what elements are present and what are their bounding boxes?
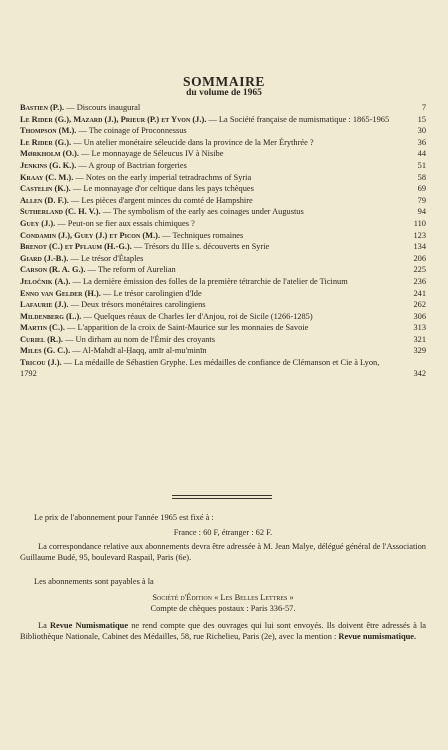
toc-article-title: — Le trésor carolingien d'Ide: [100, 288, 202, 298]
toc-page-number: 241: [413, 288, 426, 298]
payable-line: Les abonnements sont payables à la: [34, 577, 154, 586]
toc-page-number: 58: [417, 172, 426, 182]
toc-page-number: 236: [413, 276, 426, 286]
toc-page-number: 342: [413, 369, 426, 379]
toc-entry: [20, 276, 426, 287]
toc-authors: Mørkholm (O.).: [20, 149, 79, 159]
toc-article-title: — Al-Mahdī al-Ḥaqq, amīr al-mu'minīn: [70, 346, 207, 356]
toc-article-title: — Notes on the early imperial tetradrachms of Syria: [73, 172, 252, 182]
toc-entry: [20, 148, 426, 159]
toc-authors: Le Rider (G.), Mazard (J.), Prieur (P.) et Yvon (J.).: [20, 114, 207, 124]
toc-article-title: — The coinage of Proconnessus: [76, 126, 187, 136]
toc-page-number: 134: [413, 242, 426, 252]
toc-authors: Kraay (C. M.).: [20, 172, 74, 182]
toc-entry: [20, 206, 426, 217]
toc-authors: Enno van Gelder (H.).: [20, 288, 101, 298]
toc-page-number: 206: [413, 253, 426, 263]
toc-article-title: — La dernière émission des folles de la première tétrarchie de l'atelier de Ticinum: [70, 276, 348, 286]
toc-authors: Martin (C.).: [20, 323, 65, 333]
toc-page-number: 313: [413, 323, 426, 333]
toc-entry: [20, 334, 426, 345]
toc-page-number: 306: [413, 311, 426, 321]
table-of-contents: [20, 102, 426, 380]
review-mention: Revue numismatique.: [338, 632, 417, 642]
toc-article-title: — La Société française de numismatique : 1865-1965: [206, 114, 390, 124]
price-line: Le prix de l'abonnement pour l'année 1965 est fixé à :: [34, 513, 214, 522]
toc-article-title: — Le monnayage de Séleucus IV à Nisibe: [78, 149, 224, 159]
toc-entry: [20, 183, 426, 194]
toc-article-title: — Un dirham au nom de l'Émir des croyants: [62, 334, 215, 344]
toc-article-title: — Quelques réaux de Charles Ier d'Anjou, roi de Sicile (1266-1285): [81, 311, 313, 321]
toc-entry: [20, 322, 426, 333]
page-title: SOMMAIRE: [182, 74, 266, 89]
toc-authors: Castelin (K.).: [20, 184, 71, 194]
toc-article-title: — La médaille de Sébastien Gryphe. Les médailles de confiance de Clémanson et Cie à Lyon, 1792: [20, 358, 380, 379]
toc-page-number: 36: [417, 137, 426, 147]
postal-account: Compte de chèques postaux : Paris 336-57.: [150, 604, 296, 613]
society-name: Société d'Édition « Les Belles Lettres »: [152, 593, 294, 602]
toc-authors: Sutherland (C. H. V.).: [20, 207, 101, 217]
toc-page-number: 321: [413, 334, 426, 344]
toc-entry: [20, 241, 426, 252]
toc-entry: [20, 311, 426, 322]
toc-page-number: 79: [417, 195, 426, 205]
toc-article-title: — Deux trésors monétaires carolingiens: [68, 300, 206, 310]
toc-entry: [20, 114, 426, 125]
toc-authors: Jenkins (G. K.).: [20, 160, 77, 170]
toc-authors: Guey (J.).: [20, 218, 56, 228]
toc-entry: [20, 264, 426, 275]
toc-page-number: 7: [421, 103, 426, 112]
toc-page-number: 51: [417, 160, 426, 170]
toc-article-title: — Le monnayage d'or celtique dans les pays tchèques: [70, 184, 254, 194]
toc-entry: [20, 102, 426, 113]
toc-article-title: — The symbolism of the early aes coinages under Augustus: [100, 207, 304, 217]
toc-authors: Condamin (J.), Guey (J.) et Picon (M.).: [20, 230, 161, 240]
toc-page-number: 262: [413, 300, 426, 310]
toc-page-number: 15: [417, 114, 426, 124]
toc-authors: Jeločnik (A.).: [20, 276, 71, 286]
toc-entry: [20, 345, 426, 356]
toc-page-number: 110: [413, 218, 426, 228]
toc-article-title: — Un atelier monétaire séleucide dans la province de la Mer Érythrée ?: [71, 137, 314, 147]
toc-authors: Carson (R. A. G.).: [20, 265, 86, 275]
section-divider: [172, 495, 272, 499]
toc-authors: Le Rider (G.).: [20, 137, 72, 147]
toc-authors: Thompson (M.).: [20, 126, 77, 136]
toc-entry: [20, 218, 426, 229]
toc-authors: Allen (D. F.).: [20, 195, 69, 205]
toc-article-title: — A group of Bactrian forgeries: [76, 160, 187, 170]
price-values: France : 60 F, étranger : 62 F.: [173, 528, 273, 537]
toc-entry: [20, 299, 426, 310]
toc-entry: [20, 230, 426, 241]
toc-authors: Brenot (C.) et Pflaum (H.-G.).: [20, 242, 132, 252]
toc-page-number: 69: [417, 184, 426, 194]
correspondence-note: La correspondance relative aux abonnements devra être adressée à M. Jean Malye, délégué général de l'Association Guillaume Budé, 95, boulevard Raspail, Paris (6e).: [20, 542, 426, 563]
toc-article-title: — Discours inaugural: [64, 103, 141, 112]
toc-authors: Bastien (P.).: [20, 103, 65, 112]
toc-entry: [20, 137, 426, 148]
toc-authors: Curiel (R.).: [20, 334, 63, 344]
toc-authors: Tricou (J.).: [20, 358, 62, 368]
toc-entry: [20, 195, 426, 206]
toc-article-title: — Techniques romaines: [160, 230, 244, 240]
toc-article-title: — The reform of Aurelian: [85, 265, 176, 275]
toc-page-number: 94: [417, 207, 426, 217]
toc-entry: [20, 125, 426, 136]
toc-entry: [20, 288, 426, 299]
toc-authors: Miles (G. C.).: [20, 346, 71, 356]
review-name: Revue Numismatique: [49, 621, 129, 630]
toc-authors: Lafaurie (J.).: [20, 300, 69, 310]
toc-page-number: 123: [413, 230, 426, 240]
toc-page-number: 225: [413, 265, 426, 275]
toc-article-title: — Peut-on se fier aux essais chimiques ?: [55, 218, 195, 228]
toc-page-number: 44: [417, 149, 426, 159]
toc-article-title: — Les pièces d'argent minces du comté de Hampshire: [68, 195, 253, 205]
toc-page-number: 30: [417, 126, 426, 136]
page-subtitle: du volume de 1965: [186, 88, 262, 98]
toc-entry: [20, 253, 426, 264]
toc-article-title: — L'apparition de la croix de Saint-Maurice sur les monnaies de Savoie: [64, 323, 309, 333]
review-notice: La Revue Numismatique ne rend compte que des ouvrages qui lui sont envoyés. Ils doivent être adressés à la Bibliothèque Nationale, Cabinet des Médailles, 58, rue Richelieu, Paris (2e), avec la mention : Revue numismatique.: [20, 621, 426, 642]
toc-authors: Giard (J.-B.).: [20, 253, 69, 263]
toc-entry: [20, 172, 426, 183]
toc-authors: Mildenberg (L.).: [20, 311, 82, 321]
toc-article-title: — Le trésor d'Étaples: [68, 253, 144, 263]
toc-article-title: — Trésors du IIIe s. découverts en Syrie: [131, 242, 270, 252]
toc-page-number: 329: [413, 346, 426, 356]
toc-entry: [20, 357, 426, 380]
toc-entry: [20, 160, 426, 171]
